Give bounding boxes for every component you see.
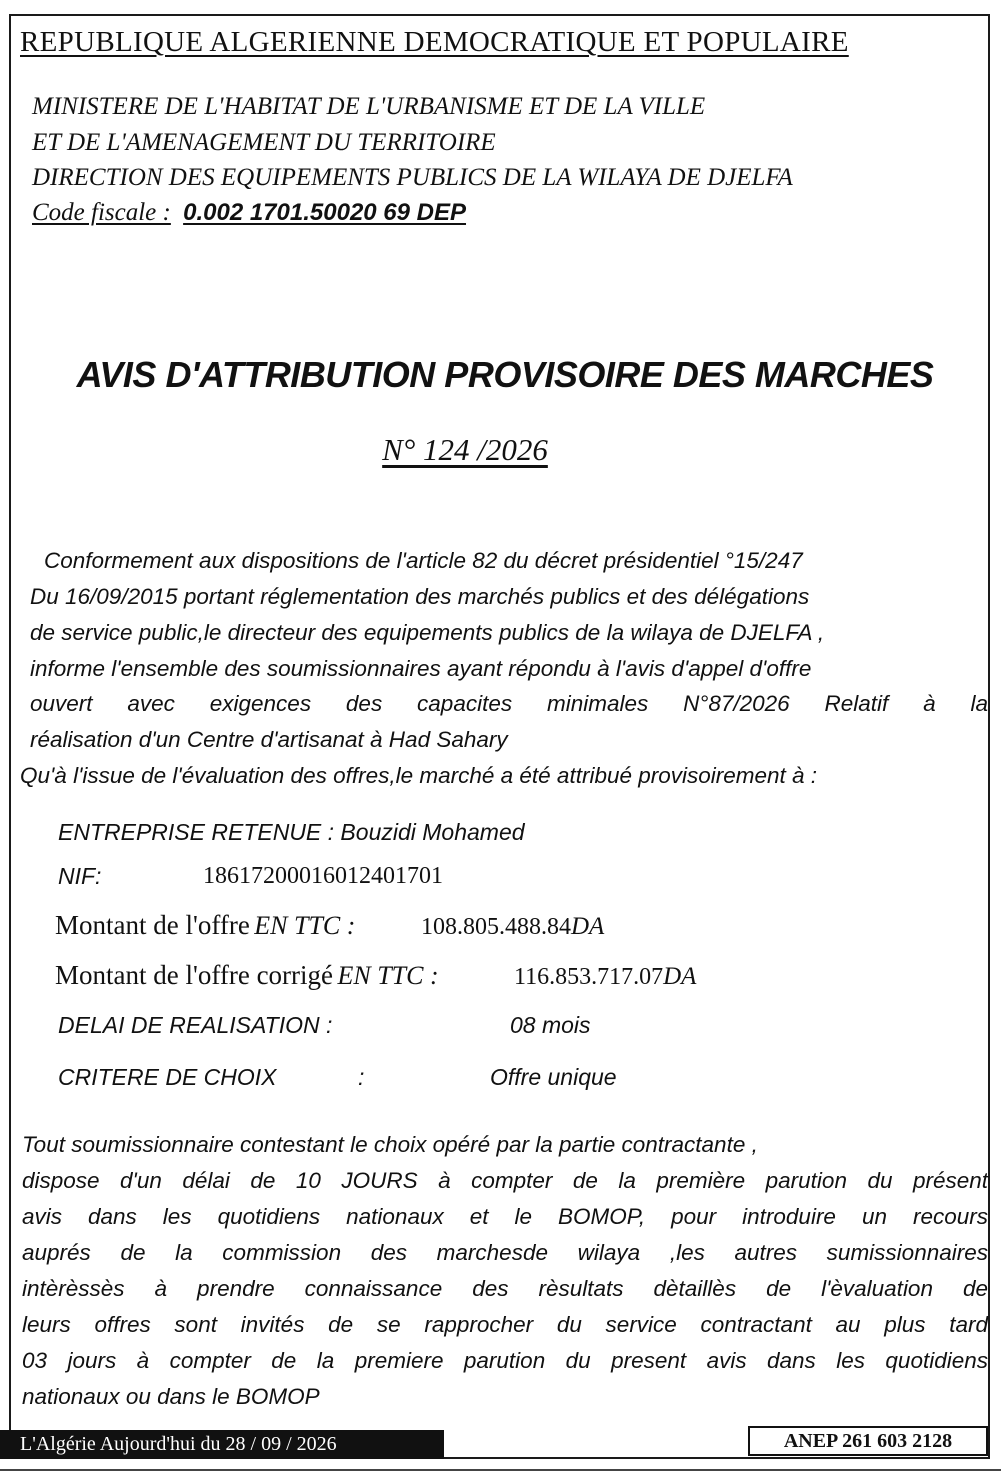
nif-value: 18617200016012401701 (203, 863, 443, 889)
criteria-label: CRITERE DE CHOIX (58, 1064, 277, 1090)
criteria-value: Offre unique (490, 1064, 617, 1090)
notice-number-text: N° 124 /2026 (382, 432, 548, 467)
intro-line-5: ouvert avec exigences des capacites minimales N°87/2026 Relatif à la (30, 691, 988, 716)
closing-line-3: avis dans les quotidiens nationaux et le BOMOP, pour introduire un recours (22, 1204, 988, 1229)
closing-line-8: nationaux ou dans le BOMOP (22, 1384, 320, 1409)
corrected-amount-number: 116.853.717.07 (514, 964, 664, 990)
ministry-line-2: ET DE L'AMENAGEMENT DU TERRITOIRE (32, 129, 496, 156)
corrected-amount-label-ttc: EN TTC : (337, 961, 439, 990)
anep-reference: ANEP 261 603 2128 (748, 1426, 988, 1456)
closing-line-7: 03 jours à compter de la premiere parution du present avis dans les quotidiens (22, 1348, 988, 1373)
closing-line-2: dispose d'un délai de 10 JOURS à compter de la première parution du présent (22, 1168, 988, 1193)
country-header: REPUBLIQUE ALGERIENNE DEMOCRATIQUE ET POPULAIRE (20, 26, 849, 58)
intro-line-2: Du 16/09/2015 portant réglementation des marchés publics et des délégations (30, 584, 810, 609)
notice-number (0, 432, 930, 468)
offer-amount-value (421, 913, 604, 941)
corrected-amount-value (514, 963, 696, 991)
offer-amount-label-main: Montant de l'offre (55, 910, 250, 940)
publication-banner: L'Algérie Aujourd'hui du 28 / 09 / 2026 (0, 1430, 444, 1459)
intro-line-1: Conformement aux dispositions de l'article 82 du décret présidentiel °15/247 (44, 548, 803, 573)
offer-amount-currency: DA (571, 913, 605, 940)
corrected-amount-label-main: Montant de l'offre corrigé (55, 960, 334, 990)
intro-line-4: informe l'ensemble des soumissionnaires ayant répondu à l'avis d'appel d'offre (30, 656, 812, 681)
fiscal-code-label: Code fiscale : (32, 199, 171, 226)
closing-line-1: Tout soumissionnaire contestant le choix opéré par la partie contractante , (22, 1132, 758, 1157)
offer-amount-label (55, 910, 355, 941)
direction-line: DIRECTION DES EQUIPEMENTS PUBLICS DE LA WILAYA DE DJELFA (32, 164, 793, 191)
bottom-rule (0, 1469, 1001, 1471)
intro-line-3: de service public,le directeur des equipements publics de la wilaya de DJELFA , (30, 620, 825, 645)
corrected-amount-label (55, 960, 439, 991)
notice-title: AVIS D'ATTRIBUTION PROVISOIRE DES MARCHES (76, 354, 934, 395)
fiscal-code (32, 199, 466, 227)
corrected-amount-currency: DA (663, 963, 697, 990)
closing-line-5: intèrèssès à prendre connaissance des rèsultats dètaillès de l'èvaluation de (22, 1276, 988, 1301)
intro-line-7: Qu'à l'issue de l'évaluation des offres,le marché a été attribué provisoirement à : (20, 763, 818, 788)
retained-company: ENTREPRISE RETENUE : Bouzidi Mohamed (58, 819, 525, 845)
delay-label: DELAI DE REALISATION : (58, 1012, 333, 1038)
closing-line-4: auprés de la commission des marchesde wilaya ,les autres sumissionnaires (22, 1240, 988, 1265)
closing-line-6: leurs offres sont invités de se rapprocher du service contractant au plus tard (22, 1312, 988, 1337)
ministry-line-1: MINISTERE DE L'HABITAT DE L'URBANISME ET DE LA VILLE (32, 93, 706, 120)
offer-amount-label-ttc: EN TTC : (254, 911, 356, 940)
fiscal-code-value: 0.002 1701.50020 69 DEP (183, 199, 467, 226)
offer-amount-number: 108.805.488.84 (421, 914, 571, 940)
delay-value: 08 mois (510, 1012, 591, 1038)
criteria-colon: : (358, 1064, 365, 1090)
intro-line-6: réalisation d'un Centre d'artisanat à Had Sahary (30, 727, 508, 752)
nif-label: NIF: (58, 863, 102, 889)
